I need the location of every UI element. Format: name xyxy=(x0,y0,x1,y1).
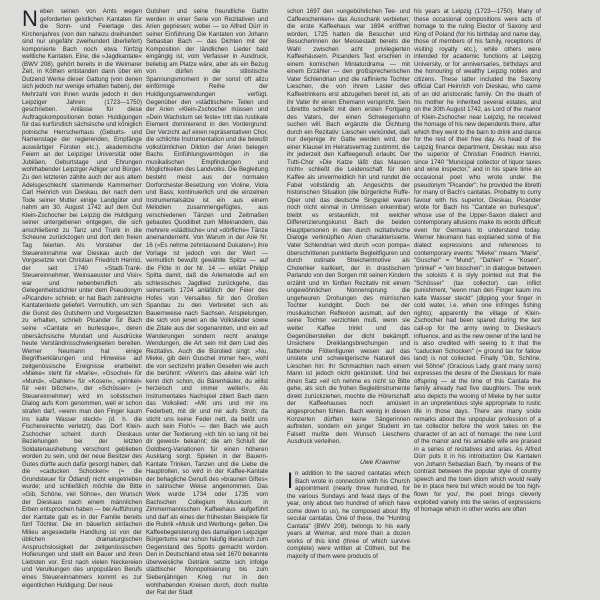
german-text-column-3 xyxy=(287,8,410,446)
german-paragraph: Gutsherr und seine freundliche Gattin werden in einer Serie von Rezitativen und Arien gepriesen; wobei — so Alfred Dürr in seiner Einführung Die Kantaten von Johann Sebastian Bach — das Dichten mit der Komposition der ländlichen Lieder bald eingängig ist, vom Verfasser in Ausdruck, beliebig am Platze wäre, aber als ein Bezug von dürfen die stilistische Spannungsmoment in der sonst oft allzu einförmige Reihe der Huldigungsanwendungen verfügt. Gegenüber den »städtischen« Teilen und der Arien »Klein-Zschocher müssen und »Dein Wachstum sei feste« tritt das rustikale Element dominierend in den Vordergrund: Der Verzicht auf einen repräsentativen Chor, die schlichte Instrumentation und die bewußt volkstümlichen Diktion der Arien belegen Bachs Einfühlungsvermögen in die musikalischen Empfindungen und Möglichkeiten des Landvolks. Die Begleitung besteht meist aus der normalen Dorforchester-Besetzung von Violine, Viola und Bass; kontinuierlich und die einzelnen Instrumentalsätze ist ein aus einem Melodien zusammengefügtes, aus verschiedenen Tänzen und Zeitmaßen gebautes Quodlibet zum Miteinandem, das mehrere »städtische« und »dörfliche« Tänze aneinanderreiht. Von Warum in der Arie Nr. 16 (»Es nehme zehntausend Dukaten«) ihre Vorlage ist jedoch von der Wert — vermutlich bewußt gewählte Spitze — auf die Flöte in der Nr. 14 — erklärt Philipp Spitta damit, daß die Ariemelodie auf ein schlesisches Jagdlied zurückgehe, das seinerseits 1724 anläßlich der Feier des Hofes von Versailles für den Großen Spandau zu den Verbreitet sich als Bauernweise nach Sachsen. Anspielungen, die sich von jenen an die Volkslieder sowie die Zitate aus der sogenannten, und ein auf Wanderungen sondern recht analoge Wendungen, die Art sein mit dem Lied des Rezitativs. Auch die Bürolied singt: »Nu, Mieke, gib dein Guschel immer her«, wohl die von sechzehn prallen Gesellen wie auch die berühmt: »Wenn's das alleine wär! Ich kenn dich schon, du Bärenhäuter, du willst herzeisch und immer weiter!«. Als Instrumentales Nachspiel zitiert Bach dann das Volkslied: »Mit uns und mir ins Federbett, mit dir und mir aufs Stroh; da sticht uns keine Feder nett, da beißt uns auch kein Floh!« — den Bach wie auch unter der Textierung »Ich bin so lang nit bei dir gewest« bekannt; die am Schluß der Goldberg-Variationen für einen höheren Ausklang sorgt. Spielen in der Bauern-Kantate Trinken, Tanzen und die Liebe die Hauptrollen, so wird in der Kaffee-Kantate der behagliche Genuß des »braunen Giftes« in satirischer Weise angenommen. Das Werk wurde 1734 oder 1735 vom Bachschen Collegium Musicum in Zimmermannischen Kaffeehaus aufgeführt und darf als eines der frühesten Beispiele für die Rubrik »Musik und Werbung« gelten. Die Kaffeebegeisterung des damaligen Leipziger Bürgertums war schon häufig literarisch zum Gegenstand des Spotts gemacht worden. Den in Deutschland etwa seit 1670 bekannte überweisliche Getränk setzte sich infolge städtischer Monopolisierung bis zum Siebenjährigen Krieg nur in den wohlhabenden Kreisen durch, doch mußte der Rat der Stadt xyxy=(146,8,268,596)
english-paragraph: his years at Leipzig (1723—1750). Many of these occasional compositions were acts of homage to the ruling Elector of Saxony and King of Poland (for his birthday and name day, those of members of his family, receptions of visiting royalty etc.), while others were intended for academic functions at Leipzig University, or for anniversaries, birthdays and the honouring of wealthy Leipzig nobles and citizens. These latter included the Saxony official Carl Heinrich von Dieskau, who came of an old aristocratic family. On the death of his mother he inherited several estates, and on the 30th August 1742, as Lord of the manor of Klein-Zschocher near Leipzig, he received the homage of his new dependents there, after which they went to the barn to drink and dance for the rest of their free day. As head of the Leipzig finance department, Dieskau was also the superior of Christian Friedrich Henrici, since 1740 "Municipal collector of liquor taxes and wine inspector," and in his spare time an occasional poet who wrote under the pseudonym "Picander"; he provided the libretti for many of Bach's cantatas. Probably to curry favour with his superior, Dieskau, Picander wrote for Bach his "Cantate en burlesque", whose use of the Upper-Saxon dialect and contemporary allusions make its words difficult even for Germans to understand today. Werner Neumann has explained some of the dialect expressions and references to contemporary events: "Mieke" means "Marie", "Guschel" = "Mund", "Dahlen" = "Kosen", "prinkel" = "ein bisschen"; in dialogue between the soloists it is slyly pointed out that the "Schösser" (tax collector) can inflict punishment, "wenn man den Finger kaum ins kalte Wasser steckt" (dipping your finger in cold water, i.e. when one infringes fishing rights); apparently the village of Klein-Zschocher had been spared during the last call-up for the army owing to Dieskau's influence, and as the new owner of the land he is also credited with seeing to it that the "caducken Schocken" (= ground tax for fallow land) is not collected. Finally "Gib, Schöne, viel Söhne" (Gracious Lady, grant many sons) expresses the desire of the Dieskaus for male offspring — at the time of this Cantata the family already had five daughters. The work also depicts the wooing of Mieke by her suitor in an unpretentious style appropriate to rustic life in those days. There are many snide remarks about the unpopular profession of a tax collector before the work takes on the character of an act of homage: the new Lord of the manor and his amiable wife are praised in a series of recitatives and arias. As Alfred Dürr puts it in his introduction Die Kantaten von Johann Sebastian Bach, "by means of the contrast between the popular style of country speech and the town idiom which would really be in place here but which would be 'too high-flown for you', the poet brings cleverly exploited variety into the series of expressions of homage which in other works are often xyxy=(414,8,541,514)
german-text-column-2 xyxy=(146,8,268,596)
german-text-column-1 xyxy=(22,8,142,596)
author-signature: Uwe Kraemer xyxy=(360,459,401,466)
german-paragraph: schon 1697 den »ungebührlichen Tee- und Caffeeschenken« das Ausschank verbieten; die erste Kaffeehaus war 1694 eröffnet worden, 1725 hatten die Besucher und Besucherinnen der Messestadt bereits die Wahl zwischen acht privilegierten Kaffeehäusern. Picanders Text erschien in einem komischen Miniaturdrama — mit einem Erzähler — den großsprecherischen Vater Schlendrian und die raffinierte Tochter Lieschen, die von ihrem Laster des Kaffeetrinkens erst abzugehen bereit ist, als ihr Vater ihr einen Ehemann verspricht. Sein Librettto schließt mit dem ersten Fortgang des Vaters, der einen Schwiegersohn suchen will. Bach ergänzte die Dichtung durch ein Rezitativ: Lieschen verkündet, daß nur derjenige ihr Gatte werden wird, der einer Klausel im Heiratsvertrag zustimmt, die ihr jederzeit den Kaffeegenuß erlaubt. Der Tutti-Chor »Die Katze läßt das Mausen nicht« schließt die Leidenschaft für den Kaffee als unvermeidlich hin und rundet die Fabel vollständig ab. Angesichts der historischen Situation (die bürgerliche Ruffe-Oper und das deutsche Singspiel waren noch nicht einmal in Umrissen erkennbar) bleibt es erstaunlich, mit welcher Differenzierungskunst Bach die beiden Hauptpersonen in den durch rezitativische Dialoge verknüpften Arien charakterisierte. Vater Schlendrian wird durch »con pompa« überschrittenen punktierte Begleitfiguren und durch ostinate Streicherimotive als Choleriker karikiert, der in drastischem Parlando von den Sorgen mit seinen Kindern erzählt und im fünften Rezitativ mit einem ungewöhnlichen Nonnensprung die ungeheuren Drohungen des mürrischen Tochter kundgibt. Doch bei der musikalischen Reflexion ausmalt, auf den seine Tochter verzichten muß, wenn sie weiter Kaffee trinkt und das Gegenüberstellen der dicht bekämpft. Unsichere Dreiklangsbrechungen und flatternde Flötenfiguren weisen auf das unstete und schwelgerische Naturell des Lieschen hin: Ihr Schmachten nach einem Mann ist jedoch nicht gekünstelt. Und bei ihnen Satz »ei! ich nehme es nicht so Bitte gehe, als sich die frohen Begleitinstrumente direkt zurückziehen, mochte die Hörerschaft der Kaffeehauses noch amüsiert angesprochen fühlen. Bach wenig in diesen Konzerten dürften keine Sängerinnen auftreten, sondern ein junger Student im Falsett mußte dem Wunsch Lieschens Ausdruck verleihen. xyxy=(287,8,410,446)
english-paragraph: n addition to the sacred cantatas which Bach wrote in connection with his Church appointment (nearly three hundred, for the various Sundays and feast days of the year, only about two hundred of which have come down to us), he composed about fifty secular cantatas. One of these, the "Hunting Cantata" (BWV 208), belongs to his early years at Weimar, and more than a dozen works of this kind (three of which survive complete) were written at Cöthen, but the majority of them were products of xyxy=(287,470,410,561)
drop-cap-n: N xyxy=(22,8,38,31)
german-paragraph: eben seinen von Amts wegen geforderten geistlichen Kantaten für die Sonn- und Feiertage des Kirchenjahres (von den nahezu dreihundert sind nur ungefähr zweihundert überliefert) komponierte Bach noch etwa fünfzig weltliche Kantaten. Eine, die »Jagdkantate« (BWV 208), gehört bereits in die Weimarer Zeit, in Köthen entstanden dann über ein Dutzend Werke dieser Gattung (von denen sich jedoch nur wenige erhalten haben), der Mehrzahl von ihnen wurde jedoch in den Leipziger Jahren (1723—1750) geschrieben. Anlässe für diese Auftragskompositionen boten Huldigungen für das kurfürstlich sächsische und königlich polnische Herrscherhaus (Geburts- und Namenstage der regierenden, Empfänge auswärtiger Fürsten etc.), akademische Feiern an der Leipziger Universität oder Jubiläen, Geburtstage und Ehrungen wohlhabender Leipziger Adliger und Bürger. Zu den letzteren zählte auch der aus altem Adelsgeschlecht stammende Kammerherr Carl Heinrich von Dieskau, der nach dem Tode seiner Mutter einige Landgüter und nahm am 30. August 1742 auf dem Gut Klein-Zschocher bei Leipzig die Huldigung seiner untergebenen entgegen, die sich anschließend zu Tanz und Trunk in die Scheune zurückzogen und dort den freien Tag feierten. Als Vorsteher der Steuereinnahme war Dieskau auch der Vorgesetzte von Christian Friedrich Henrici, der seit 1740 »Stadt-Trank-Steuereinnehmer, Weinsaeuster und Visir« war und nebenberuflich als Gelegenheitsdichter unter dem Pseudonym »Picander« schrieb; er hat Bach zahlreiche Kantatentexte geliefert. Vermutlich, um sich die Gunst des Gutsherrn und Vorgesetzten zu erhalten, schrieb Picander für Bach seine »Cantate en burlesque«, deren obersächsische Mundart und Ausdrücke heute Verständnisschwierigkeiten bereiten. Werner Neumann hat einige Begriffserklärungen und Hinweise auf zeitgenössische Ereignisse erarbeitet: »Mieke« steht für »Marie«, »Gsochel« für »Mund«, »Dahlen« für »Kosen«, »prinkel« für »ein bißchen«, der »Schösser« (= Steuereinnehmer) wird im solistischen Dialog aufs Korn genommen, weil er schon strafen darf, »wenn man den Finger kaum ins kalte Wasser steckt« (d. h. die Fischereirechte verletzt); das Dorf Klein-Zschocher scheint durch Dieskaus Beziehungen bei der letzten Soldatenaushebung verschont geblieben worden zu sein, und der neue Besitzer des Gutes dürfte auch dafür gesorgt haben, daß die »caducken Schocken« (= die Grundsteuer für Ödland) nicht eingetrieben wurde; und schließlich möchte die Bitte »Gib, Schöne, viel Söhne«, den Wunsch der Dieskaus nach einem männlichen Erben entsprochen haben — bei Aufführung der Kantate gab es in der Familie bereits fünf Töchter. Die im bäuerlich einfachen Milieu angesiedelte Handlung ist von der üblichen dramaturgischen Anspruchslosigkeit der zeitgenössischen Hofierungen und stellt ein Bauer und ihren Liebsten vor. Erst nach vielen Neckereien und Verulkungen des unpopulären Berufs eines Steuereinnahmers kommt es zur eigentlichen Huldigung: Der neue xyxy=(22,8,142,589)
drop-cap-i: I xyxy=(287,470,294,493)
english-text-column-2 xyxy=(414,8,541,596)
english-text-column-1 xyxy=(287,470,410,596)
